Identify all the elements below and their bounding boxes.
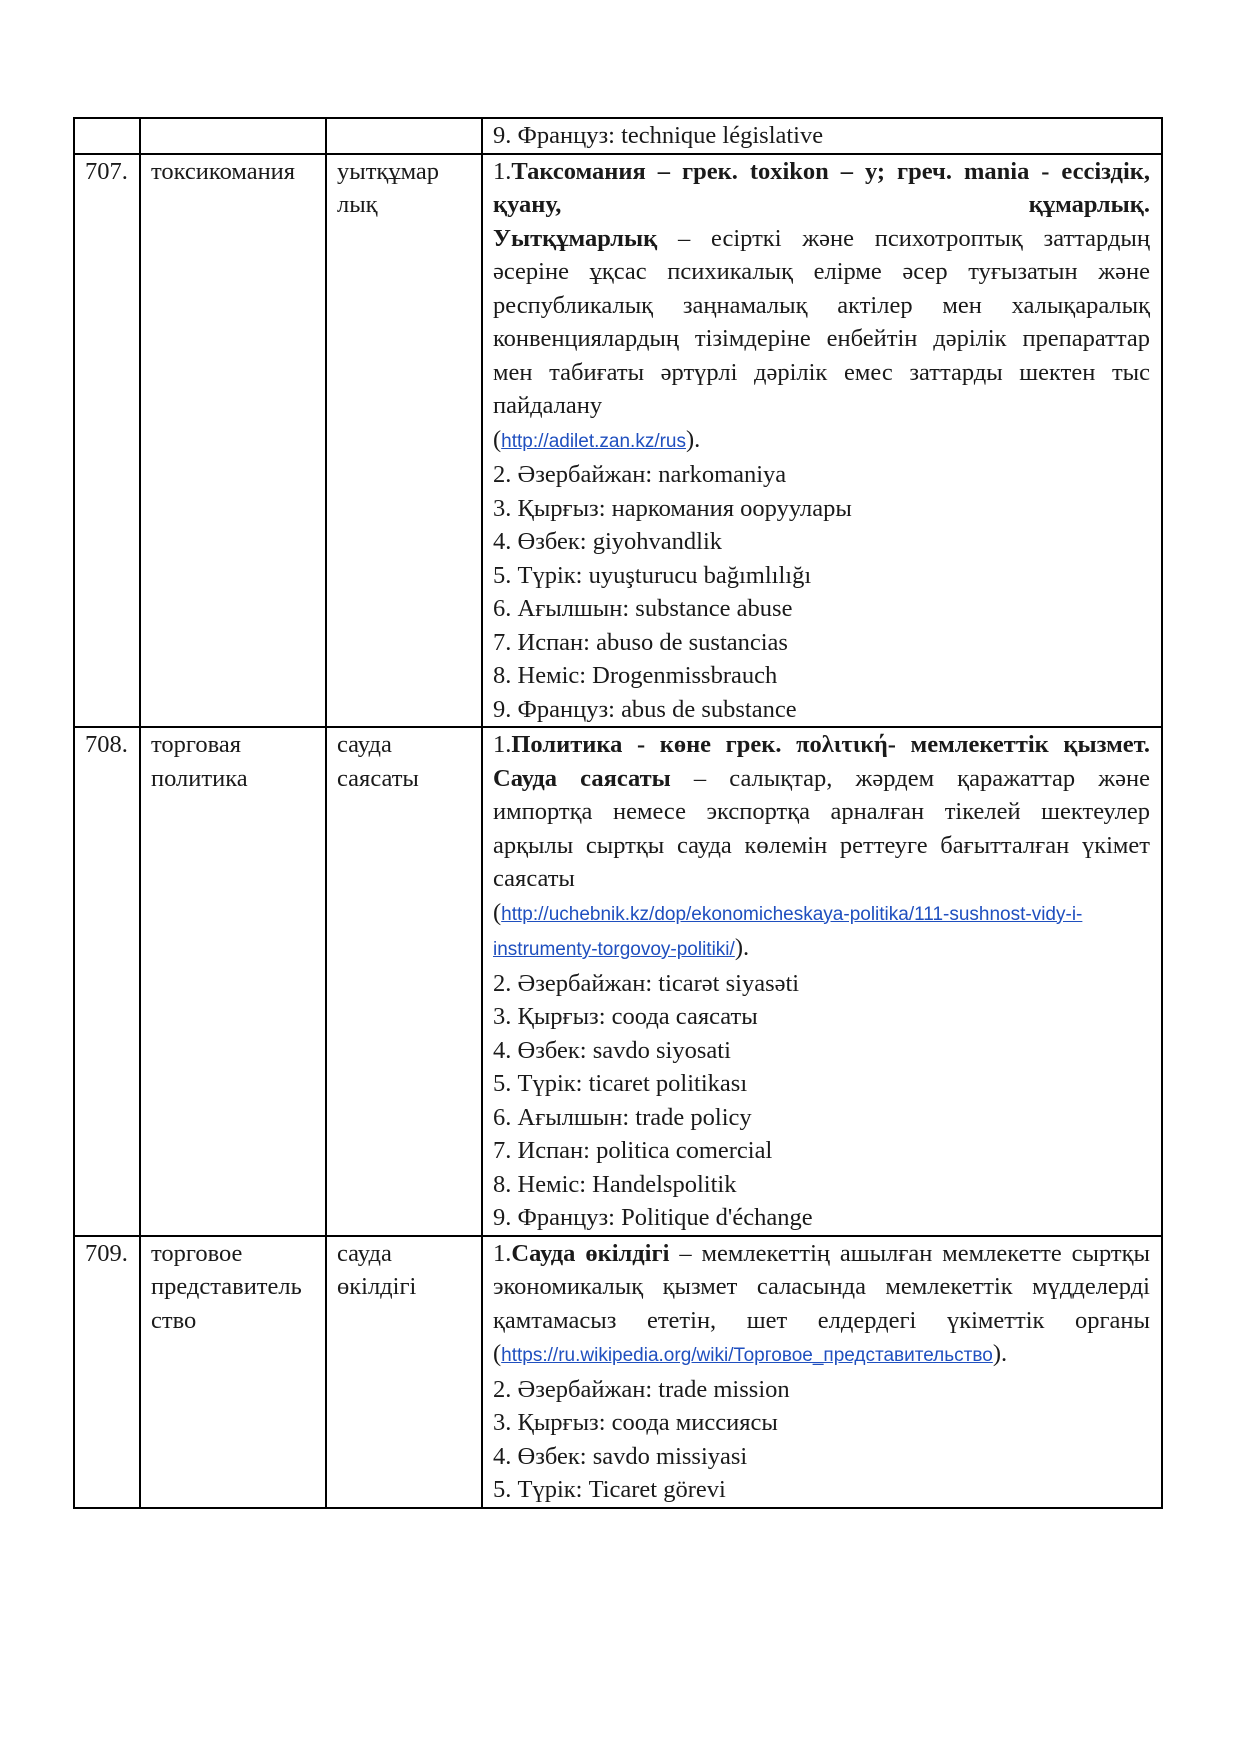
translation-line: 7. Испан: abuso de sustancias (493, 628, 788, 656)
table-row (74, 727, 1162, 1236)
kazakh-term-cell (326, 118, 482, 154)
entry-number-cell (74, 154, 140, 728)
entry-number: 707. (85, 157, 128, 185)
table-row (74, 154, 1162, 728)
entry-number: 708. (85, 731, 128, 758)
translation-line: 4. Өзбек: savdo siyosati (493, 1036, 731, 1064)
kazakh-term-cell (326, 727, 482, 1236)
translation-line: 7. Испан: politica comercial (493, 1137, 773, 1164)
russian-term: торговое (151, 1239, 243, 1267)
russian-term-cell (140, 1236, 326, 1508)
translation-line: 3. Қырғыз: соода миссиясы (493, 1409, 778, 1436)
definition-cell (482, 1236, 1162, 1508)
term-bold: Сауда саясаты (493, 764, 671, 792)
translation-line: 6. Ағылшын: trade policy (493, 1103, 752, 1131)
definition-text: – салықтар, жәрдем қаражаттар және импортқа немесе экспортқа арналған тікелей шектеулер арқылы сыртқы сауда көлемін реттеуге бағытталған үкімет саясаты (493, 764, 1150, 892)
translation-line: 5. Түрік: Ticaret görevi (493, 1476, 726, 1503)
russian-term: политика (151, 764, 248, 792)
russian-term: представитель (151, 1273, 302, 1300)
translation-line: 9. Француз: technique législative (493, 122, 824, 149)
kazakh-term: саясаты (337, 764, 419, 792)
russian-term-cell (140, 154, 326, 728)
translation-line: 4. Өзбек: savdo missiyasi (493, 1442, 748, 1470)
etymology-text: Таксомания – грек. toxikon – у; греч. mania - ессіздік, қуану, құмарлық. (493, 157, 1150, 218)
source-link[interactable]: https://ru.wikipedia.org/wiki/Торговое_представительство (501, 1345, 993, 1366)
source: (https://ru.wikipedia.org/wiki/Торговое_представительство). (493, 1340, 1008, 1367)
kazakh-term: сауда (337, 731, 392, 758)
kazakh-term-cell (326, 1236, 482, 1508)
definition-text: – мемлекеттің ашылған мемлекетте сыртқы экономикалық қызмет саласында мемлекеттік мүдделерді қамтамасыз ететін, шет елдердегі үкіметтік органы (493, 1239, 1150, 1334)
source-link[interactable]: http://adilet.zan.kz/rus (501, 430, 686, 452)
definition-cell (482, 118, 1162, 154)
translation-line: 3. Қырғыз: наркомания ооруулары (493, 494, 852, 522)
source: (http://adilet.zan.kz/rus). (493, 425, 701, 453)
definition-cell (482, 727, 1162, 1236)
translation-line: 2. Әзербайжан: narkomaniya (493, 461, 787, 488)
glossary-table (73, 117, 1163, 1509)
entry-number-cell (74, 118, 140, 154)
source: (http://uchebnik.kz/dop/ekonomicheskaya-politika/111-sushnost-vidy-i-instrumenty-torgovoy-politiki/). (493, 898, 1083, 961)
translation-line: 2. Әзербайжан: trade mission (493, 1375, 790, 1403)
russian-term: торговая (151, 731, 241, 758)
russian-term-cell (140, 118, 326, 154)
definition-text: – есірткі және психотроптық заттардың әсеріне ұқсас психикалық елірме әсер туғызатын және республикалық заңнамалық актілер мен халықаралық конвенциялардың тізімдеріне енбейтін дәрілік препараттар мен табиғаты әртүрлі дәрілік емес заттарды шектен тыс пайдалану (493, 224, 1150, 419)
etymology: 1.Политика - көне грек. πολιτική- мемлекеттік қызмет. (493, 731, 1150, 758)
table-row (74, 118, 1162, 154)
entry-number-cell (74, 727, 140, 1236)
term-bold: Сауда өкілдігі (511, 1239, 670, 1267)
source-link[interactable]: http://uchebnik.kz/dop/ekonomicheskaya-politika/111-sushnost-vidy-i-instrumenty-torgovoy-politiki/ (493, 903, 1083, 960)
translation-line: 4. Өзбек: giyohvandlik (493, 528, 723, 555)
russian-term-cell (140, 727, 326, 1236)
table-row (74, 1236, 1162, 1508)
translation-line: 9. Француз: Politique d'échange (493, 1204, 813, 1231)
kazakh-term: өкілдігі (337, 1273, 417, 1300)
definition-cell (482, 154, 1162, 728)
definition-paragraph (493, 222, 1150, 423)
translation-line: 2. Әзербайжан: ticarət siyasəti (493, 969, 800, 997)
translation-line: 5. Түрік: ticaret politikası (493, 1070, 748, 1097)
definition-paragraph: 1.Сауда өкілдігі – мемлекеттің ашылған мемлекетте сыртқы экономикалық қызмет саласында мемлекеттік мүдделерді қамтамасыз ететін, шет елдердегі үкіметтік органы (493, 1239, 1150, 1334)
kazakh-term: сауда (337, 1239, 392, 1267)
russian-term: ство (151, 1306, 197, 1334)
definition-paragraph (493, 762, 1150, 896)
kazakh-term-cell (326, 154, 482, 728)
kazakh-term: лық (337, 191, 378, 218)
kazakh-term: уытқұмар (337, 157, 440, 185)
entry-number-cell (74, 1236, 140, 1508)
etymology-text: Политика - көне грек. πολιτική- мемлекеттік қызмет. (511, 731, 1150, 758)
term-bold: Уытқұмарлық (493, 224, 658, 252)
translation-line: 5. Түрік: uyuşturucu bağımlılığı (493, 561, 812, 589)
translation-line: 6. Ағылшын: substance abuse (493, 595, 793, 622)
russian-term: токсикомания (151, 157, 296, 185)
translation-line: 8. Неміс: Drogenmissbrauch (493, 662, 778, 689)
translation-line: 3. Қырғыз: соода саясаты (493, 1003, 758, 1030)
translation-line: 9. Француз: abus de substance (493, 695, 797, 723)
translation-line: 8. Неміс: Handelspolitik (493, 1170, 737, 1198)
etymology: 1.Таксомания – грек. toxikon – у; греч. mania - ессіздік, қуану, құмарлық. (493, 157, 1150, 218)
entry-number: 709. (85, 1239, 128, 1267)
